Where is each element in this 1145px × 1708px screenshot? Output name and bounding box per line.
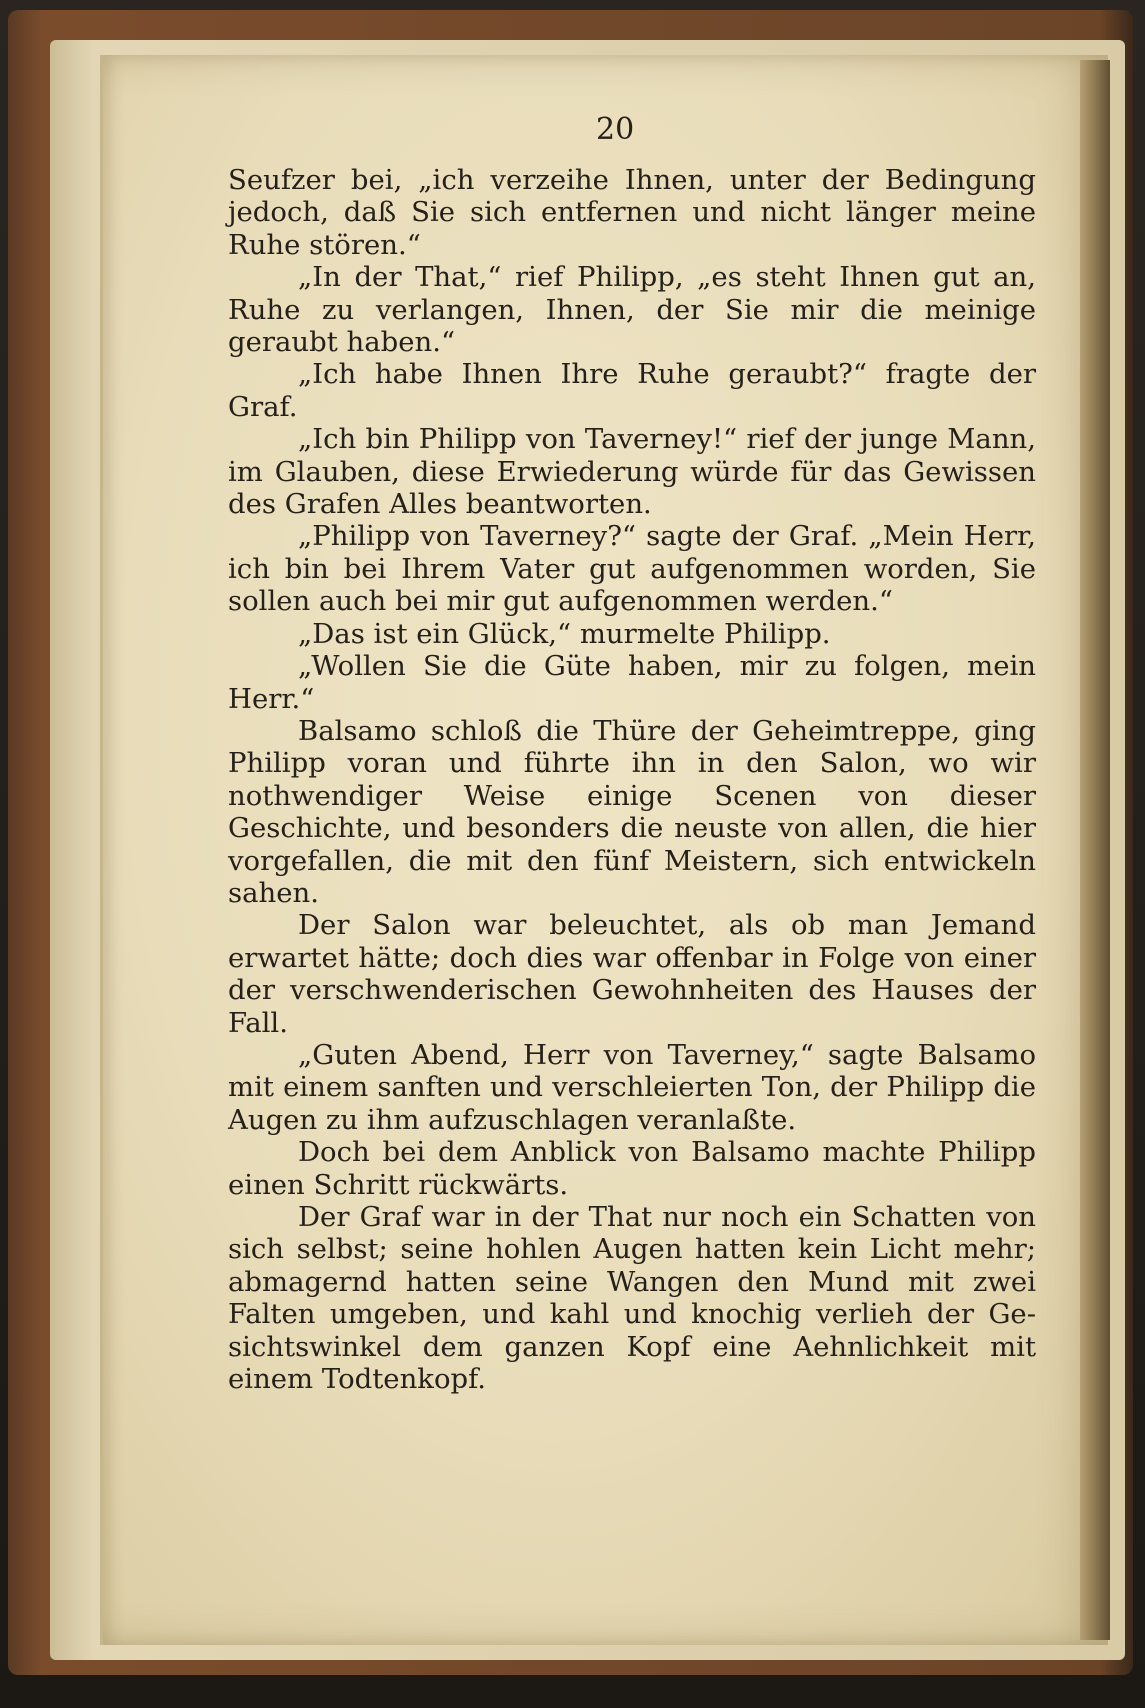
paragraph: „In der That,“ rief Philipp, „es steht Ihnen gut an, Ruhe zu verlangen, Ihnen, der Sie mir die meinige geraubt haben.“ xyxy=(228,261,1036,359)
paragraph: Doch bei dem Anblick von Balsamo machte Philipp einen Schritt rückwärts. xyxy=(228,1136,1036,1201)
paragraph: Balsamo schloß die Thüre der Geheimtreppe, ging Philipp voran und führte ihn in den Salon, wo wir nothwendiger Weise einige Scenen von dieser Geschichte, und besonders die neuste von allen, die hier vorgefallen, die mit den fünf Meistern, sich entwickeln sahen. xyxy=(228,714,1036,909)
paragraph: „Ich bin Philipp von Taverney!“ rief der junge Mann, im Glauben, diese Erwiederung würde für das Gewissen des Grafen Alles beantworten. xyxy=(228,423,1036,521)
paragraph: Seufzer bei, „ich verzeihe Ihnen, unter der Bedingung jedoch, daß Sie sich entfernen und nicht länger meine Ruhe stören.“ xyxy=(228,164,1036,261)
paragraph: Der Graf war in der That nur noch ein Schatten von sich selbst; seine hohlen Augen hatten kein Licht mehr; abmagernd hatten seine Wangen den Mund mit zwei Falten umgeben, und kahl und knochig verlieh der Gesichtswinkel dem ganzen Kopf eine Aehnlichkeit mit einem Todtenkopf. xyxy=(228,1201,1036,1396)
paragraph: Der Salon war beleuchtet, als ob man Jemand erwartet hätte; doch dies war offenbar in Folge von einer der verschwenderischen Gewohnheiten des Hauses der Fall. xyxy=(228,909,1036,1039)
page-number: 20 xyxy=(596,112,635,147)
paragraph: „Wollen Sie die Güte haben, mir zu folgen, mein Herr.“ xyxy=(228,650,1036,715)
paragraph: „Philipp von Taverney?“ sagte der Graf. „Mein Herr, ich bin bei Ihrem Vater gut aufgenommen worden, Sie sollen auch bei mir gut aufgenommen werden.“ xyxy=(228,520,1036,618)
page-body-text xyxy=(228,164,1036,1395)
paragraph: „Guten Abend, Herr von Taverney,“ sagte Balsamo mit einem sanften und verschleierten Ton, der Philipp die Augen zu ihm aufzuschlagen veranlaßte. xyxy=(228,1038,1036,1136)
book-gutter xyxy=(1080,60,1110,1640)
paragraph: „Das ist ein Glück,“ murmelte Philipp. xyxy=(298,617,831,650)
paragraph: „Ich habe Ihnen Ihre Ruhe geraubt?“ fragte der Graf. xyxy=(228,358,1036,423)
